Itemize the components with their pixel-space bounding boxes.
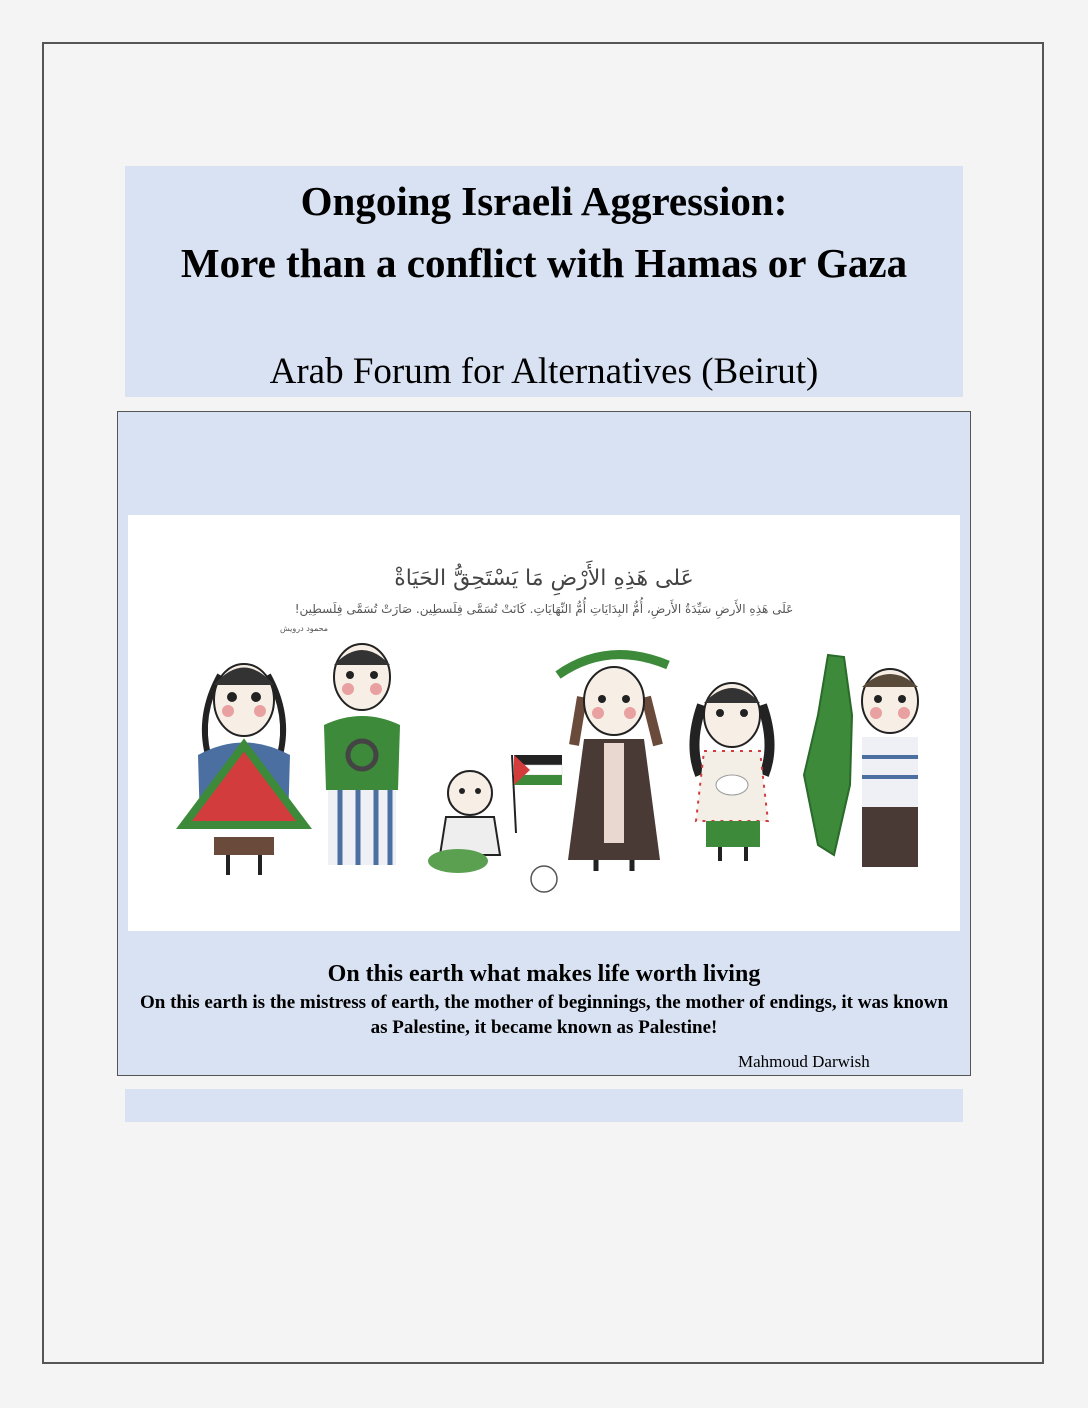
boy-map-figure bbox=[804, 655, 918, 867]
illustration-arabic-title: عَلى هَذِهِ الأَرْضِ مَا يَسْتَحِقُّ الحَيَاةْ bbox=[394, 566, 694, 591]
title-box bbox=[125, 166, 963, 397]
baby-flag-figure bbox=[428, 755, 562, 873]
illustration-arabic-line: عَلَى هَذِهِ الأَرضِ سَيِّدَةُ الأَرضِ، أُمُّ البِدَايَاتِ أُمُّ النِّهَايَاتِ. كَانَتْ تُسَمَّى فِلَسطِين. صَارَتْ تُسَمَّى فِلَسطِين! bbox=[294, 602, 794, 616]
illustration bbox=[128, 515, 960, 931]
illustration-arabic-signature: محمود درويش bbox=[279, 624, 329, 633]
page-title-line-1: Ongoing Israeli Aggression: bbox=[300, 178, 788, 224]
girl-olive-wreath-figure bbox=[558, 655, 668, 871]
artist-seal bbox=[531, 866, 557, 892]
organization-name: Arab Forum for Alternatives (Beirut) bbox=[269, 351, 819, 392]
quote-title: On this earth what makes life worth living bbox=[327, 961, 761, 987]
quote-author: Mahmoud Darwish bbox=[738, 1052, 870, 1071]
girl-watermelon-figure bbox=[184, 664, 304, 875]
quote-body: On this earth is the mistress of earth, the mother of beginnings, the mother of endings, it was known as Palestine, it became known as Palestine! bbox=[139, 992, 949, 1038]
children-illustration bbox=[128, 515, 960, 931]
girl-dove-figure bbox=[694, 683, 769, 861]
boy-key-figure bbox=[324, 644, 400, 865]
page-title-line-2: More than a conflict with Hamas or Gaza bbox=[180, 240, 908, 286]
bottom-band bbox=[125, 1089, 963, 1122]
quote-box bbox=[117, 411, 971, 1076]
